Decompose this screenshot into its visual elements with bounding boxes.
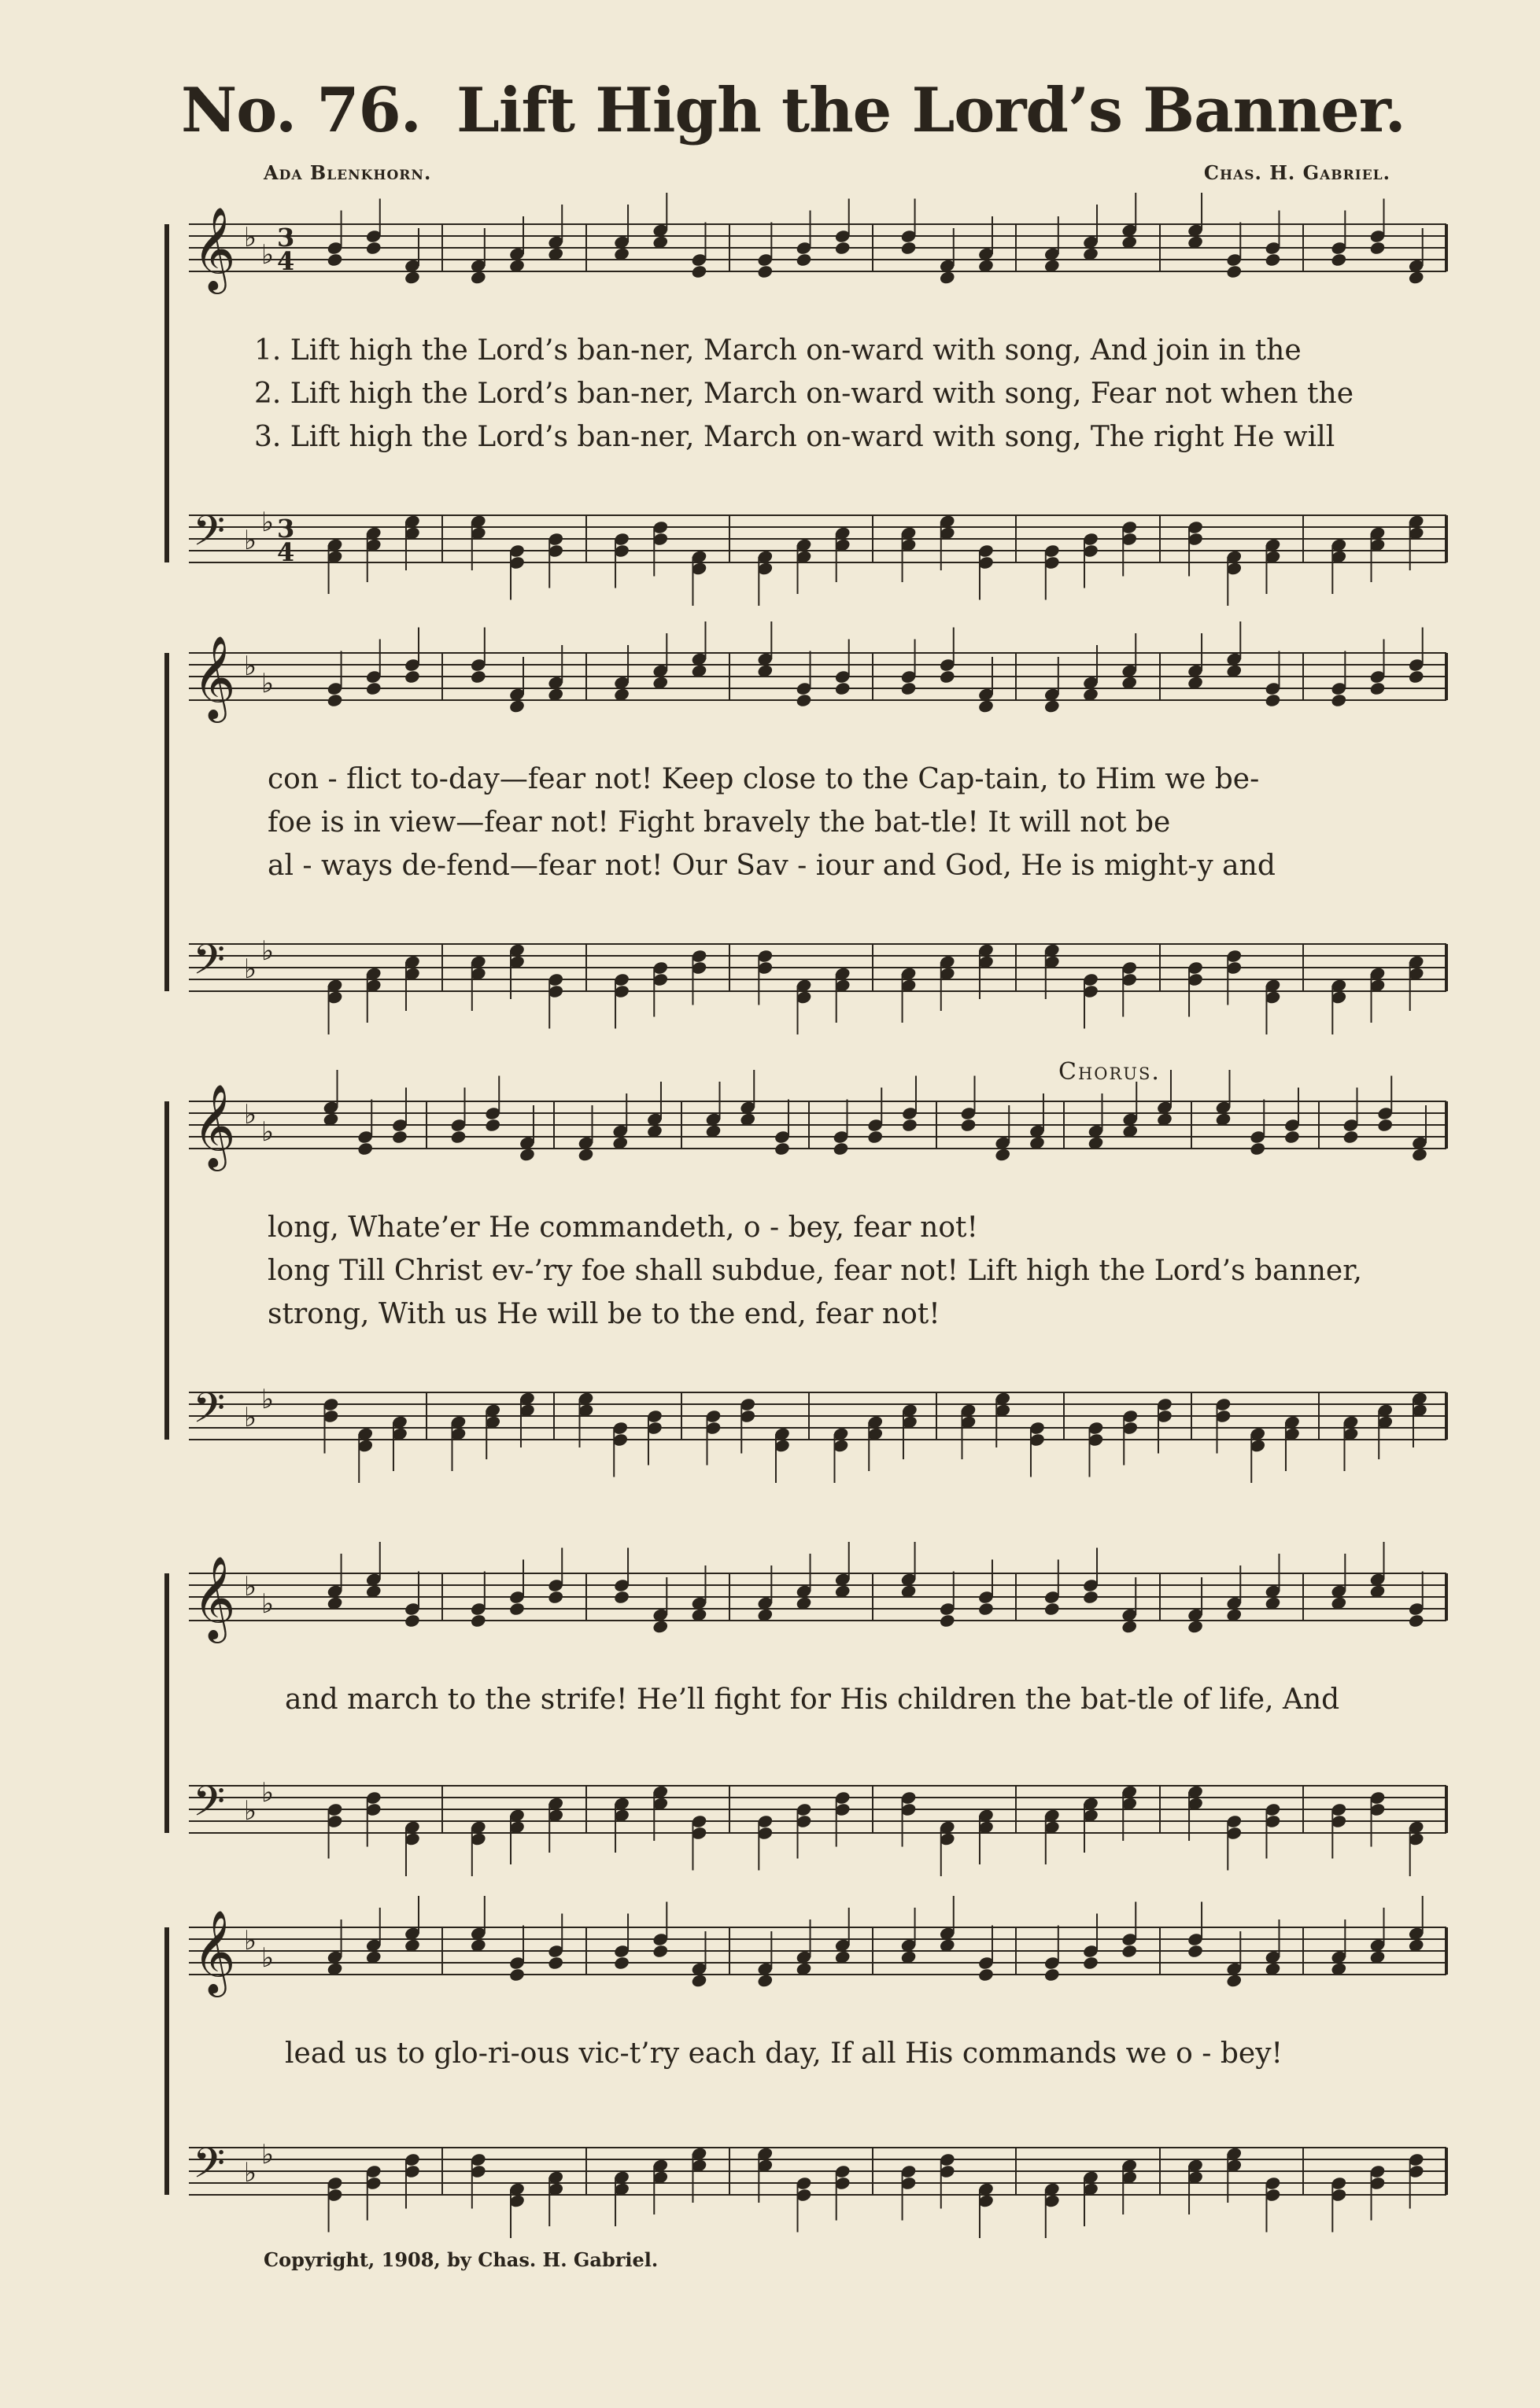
note-head bbox=[977, 699, 995, 714]
bass-clef-icon: 𝄢 bbox=[193, 507, 226, 566]
bass-clef-icon: 𝄢 bbox=[193, 1778, 226, 1836]
note-head bbox=[1187, 1619, 1204, 1634]
note-head bbox=[1369, 241, 1387, 256]
note-head bbox=[1283, 1130, 1301, 1145]
flat-icon: ♭ bbox=[261, 1942, 275, 1974]
note-head bbox=[1369, 681, 1387, 696]
lyric-line: 1. Lift high the Lord’s ban-ner, March on-ward with song, And join in the bbox=[254, 334, 1302, 367]
note-head bbox=[994, 1147, 1011, 1162]
note-head bbox=[391, 1130, 408, 1145]
composer-credit: Chas. H. Gabriel. bbox=[1203, 161, 1390, 184]
lyric-line: 3. Lift high the Lord’s ban-ner, March on-ward with song, The right He will bbox=[254, 421, 1335, 453]
lyric-line: long Till Christ ev-’ry foe shall subdue, fear not! Lift high the Lord’s banner, bbox=[268, 1255, 1362, 1287]
note-head bbox=[578, 1147, 595, 1162]
flat-icon: ♭ bbox=[261, 507, 275, 538]
note-head bbox=[470, 669, 487, 684]
flat-icon: ♭ bbox=[244, 2157, 257, 2189]
flat-icon: ♭ bbox=[244, 651, 257, 682]
time-signature: 3 bbox=[277, 223, 295, 253]
lyric-line: long, Whate’er He commandeth, o - bey, fear not! bbox=[268, 1211, 978, 1244]
flat-icon: ♭ bbox=[244, 222, 257, 253]
note-head bbox=[450, 1130, 467, 1145]
note-head bbox=[691, 264, 708, 279]
lyric-line: lead us to glo-ri-ous vic-t’ry each day, If all His commands we o - bey! bbox=[285, 2037, 1283, 2070]
note-head bbox=[756, 264, 774, 279]
note-head bbox=[327, 693, 344, 708]
note-head bbox=[404, 669, 421, 684]
note-head bbox=[1121, 1619, 1138, 1634]
note-head bbox=[939, 669, 956, 684]
note-head bbox=[470, 270, 487, 285]
note-head bbox=[691, 1973, 708, 1988]
flat-icon: ♭ bbox=[261, 668, 275, 699]
note-head bbox=[1082, 1956, 1099, 1971]
note-head bbox=[652, 1619, 669, 1634]
note-head bbox=[508, 1602, 526, 1617]
note-head bbox=[508, 1967, 526, 1982]
note-head bbox=[1411, 1147, 1428, 1162]
note-head bbox=[1121, 1944, 1138, 1959]
lyric-line: al - ways de-fend—fear not! Our Sav - iour and God, He is might-y and bbox=[268, 850, 1276, 882]
note-head bbox=[796, 253, 813, 267]
note-head bbox=[1043, 699, 1061, 714]
note-head bbox=[508, 699, 526, 714]
note-head bbox=[774, 1141, 791, 1156]
treble-clef-icon: 𝄞 bbox=[193, 1909, 236, 1993]
flat-icon: ♭ bbox=[261, 1116, 275, 1148]
note-head bbox=[1342, 1130, 1360, 1145]
flat-icon: ♭ bbox=[244, 1571, 257, 1602]
copyright-notice: Copyright, 1908, by Chas. H. Gabriel. bbox=[264, 2248, 659, 2271]
hymn-title: Lift High the Lord’s Banner. bbox=[456, 75, 1405, 146]
note-head bbox=[484, 1118, 501, 1133]
note-head bbox=[613, 1590, 630, 1605]
note-head bbox=[356, 1141, 374, 1156]
note-head bbox=[756, 1973, 774, 1988]
note-head bbox=[1408, 1613, 1425, 1628]
flat-icon: ♭ bbox=[261, 1588, 275, 1620]
flat-icon: ♭ bbox=[244, 1795, 257, 1827]
flat-icon: ♭ bbox=[244, 1402, 257, 1433]
flat-icon: ♭ bbox=[261, 2139, 275, 2170]
note-head bbox=[365, 681, 382, 696]
flat-icon: ♭ bbox=[244, 953, 257, 985]
note-head bbox=[1043, 1602, 1061, 1617]
lyric-line: 2. Lift high the Lord’s ban-ner, March on-ward with song, Fear not when the bbox=[254, 378, 1354, 410]
time-signature: 4 bbox=[277, 537, 295, 567]
treble-clef-icon: 𝄞 bbox=[193, 1083, 236, 1167]
note-head bbox=[1225, 264, 1243, 279]
note-head bbox=[613, 1956, 630, 1971]
note-head bbox=[834, 681, 851, 696]
note-head bbox=[404, 270, 421, 285]
note-head bbox=[1249, 1141, 1266, 1156]
time-signature: 3 bbox=[277, 514, 295, 544]
note-head bbox=[1376, 1118, 1394, 1133]
chorus-label: Chorus. bbox=[1058, 1058, 1161, 1086]
treble-clef-icon: 𝄞 bbox=[193, 206, 236, 290]
note-head bbox=[1082, 1590, 1099, 1605]
bass-clef-icon: 𝄢 bbox=[193, 2140, 226, 2198]
note-head bbox=[1043, 1967, 1061, 1982]
hymn-number: No. 76. bbox=[181, 75, 421, 146]
treble-clef-icon: 𝄞 bbox=[193, 635, 236, 719]
author-credit: Ada Blenkhorn. bbox=[264, 161, 432, 184]
note-head bbox=[866, 1130, 884, 1145]
note-head bbox=[519, 1147, 536, 1162]
note-head bbox=[1265, 693, 1282, 708]
note-head bbox=[900, 681, 918, 696]
note-head bbox=[833, 1141, 850, 1156]
note-head bbox=[960, 1118, 977, 1133]
treble-clef-icon: 𝄞 bbox=[193, 1555, 236, 1639]
note-head bbox=[834, 241, 851, 256]
note-head bbox=[1408, 669, 1425, 684]
note-head bbox=[977, 1602, 995, 1617]
note-head bbox=[547, 1590, 564, 1605]
note-head bbox=[900, 241, 918, 256]
flat-icon: ♭ bbox=[244, 525, 257, 556]
lyric-line: strong, With us He will be to the end, fear not! bbox=[268, 1298, 940, 1330]
bass-clef-icon: 𝄢 bbox=[193, 1385, 226, 1443]
note-head bbox=[365, 241, 382, 256]
time-signature: 4 bbox=[277, 246, 295, 276]
note-head bbox=[1265, 253, 1282, 267]
lyric-line: con - flict to-day—fear not! Keep close to the Cap-tain, to Him we be- bbox=[268, 763, 1260, 795]
bass-clef-icon: 𝄢 bbox=[193, 936, 226, 994]
note-head bbox=[939, 270, 956, 285]
note-head bbox=[547, 1956, 564, 1971]
flat-icon: ♭ bbox=[261, 239, 275, 271]
note-head bbox=[1330, 693, 1347, 708]
note-head bbox=[901, 1118, 918, 1133]
note-head bbox=[939, 1613, 956, 1628]
note-head bbox=[404, 1613, 421, 1628]
lyric-line: foe is in view—fear not! Fight bravely the bat-tle! It will not be bbox=[268, 806, 1171, 839]
flat-icon: ♭ bbox=[261, 1777, 275, 1809]
note-head bbox=[1225, 1973, 1243, 1988]
note-head bbox=[977, 1967, 995, 1982]
flat-icon: ♭ bbox=[244, 1099, 257, 1130]
note-head bbox=[652, 1944, 669, 1959]
flat-icon: ♭ bbox=[261, 1384, 275, 1415]
note-head bbox=[1408, 270, 1425, 285]
note-head bbox=[327, 253, 344, 267]
note-head bbox=[1187, 1944, 1204, 1959]
flat-icon: ♭ bbox=[261, 935, 275, 967]
note-head bbox=[796, 693, 813, 708]
note-head bbox=[470, 1613, 487, 1628]
flat-icon: ♭ bbox=[244, 1925, 257, 1956]
lyric-line: and march to the strife! He’ll fight for His children the bat-tle of life, And bbox=[285, 1683, 1340, 1716]
note-head bbox=[1330, 253, 1347, 267]
